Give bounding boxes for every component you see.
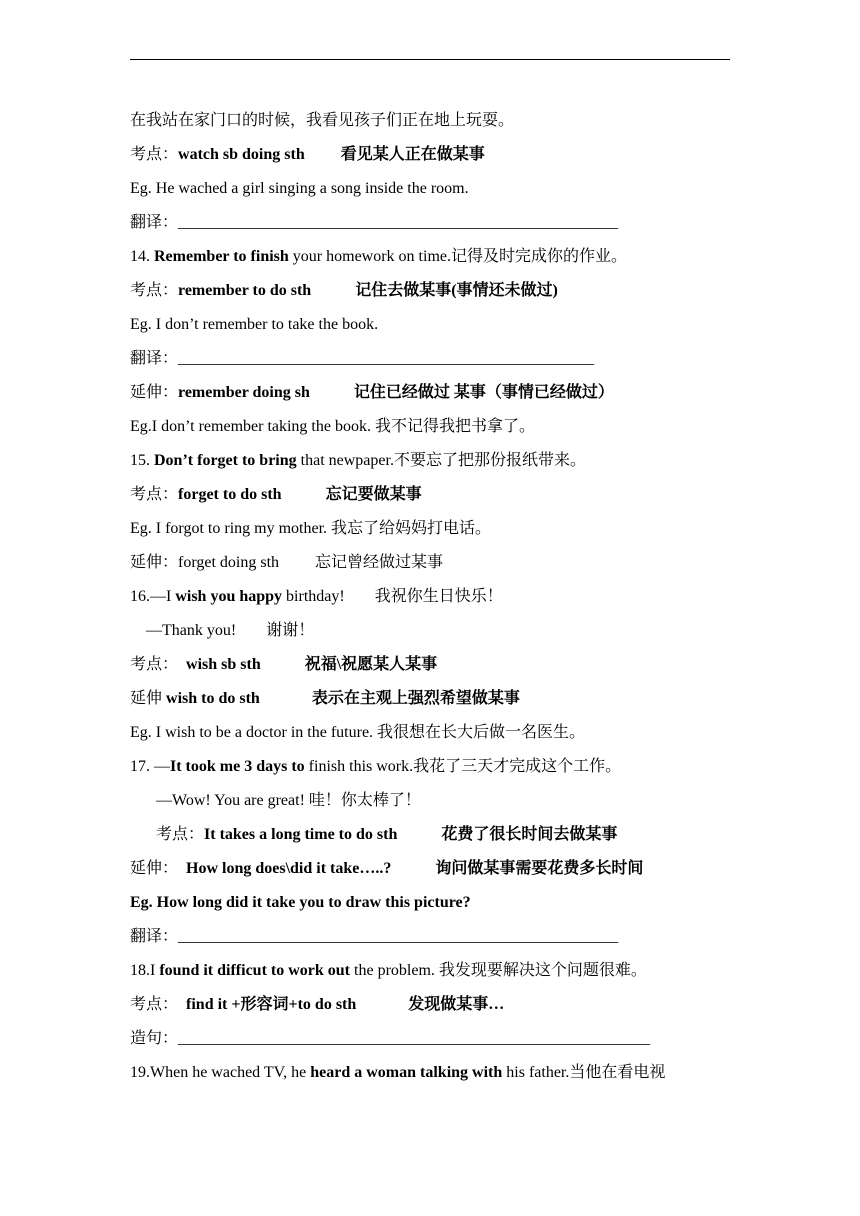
key-meaning: 询问做某事需要花费多长时间	[435, 860, 644, 877]
example-line: Eg. I wish to be a doctor in the future. 我很想在长大后做一名医生。	[130, 724, 586, 741]
answer-blank[interactable]: _______________________________________________________	[178, 214, 619, 231]
dialogue-line: —Wow! You are great! 哇！你太棒了！	[156, 792, 421, 809]
key-phrase: It takes a long time to do sth	[204, 826, 398, 843]
sentence-line: 在我站在家门口的时候，我看见孩子们正在地上玩耍。	[130, 112, 515, 129]
key-phrase: remember doing sh	[178, 384, 310, 401]
dialogue-line: —Thank you! 谢谢！	[146, 622, 315, 639]
key-meaning: 记住去做某事(事情还未做过)	[355, 282, 558, 299]
key-meaning: 表示在主观上强烈希望做某事	[311, 690, 520, 707]
key-phrase: find it +形容词+to do sth	[186, 996, 357, 1013]
key-point-line: 考点： find it +形容词+to do sth 发现做某事…	[130, 996, 505, 1013]
sentence-making-line: 造句：___________________________________________________________	[130, 1027, 740, 1061]
answer-blank[interactable]: ___________________________________________________________	[178, 1030, 651, 1047]
key-phrase: forget to do sth	[178, 486, 282, 503]
key-phrase: found it difficut to work out	[159, 962, 351, 979]
sentence-line: 14. Remember to finish your homework on time.记得及时完成你的作业。	[130, 248, 627, 265]
key-phrase: Don’t forget to bring	[154, 452, 297, 469]
sentence-line: 15. Don’t forget to bring that newpaper.不要忘了把那份报纸带来。	[130, 452, 586, 469]
key-phrase: Remember to finish	[154, 248, 289, 265]
example-line: Eg. How long did it take you to draw this picture?	[130, 894, 471, 911]
sentence-line: 19.When he wached TV, he heard a woman talking with his father.当他在看电视	[130, 1064, 666, 1081]
answer-blank[interactable]: ____________________________________________________	[178, 350, 595, 367]
sentence-line: 18.I found it difficut to work out the problem. 我发现要解决这个问题很难。	[130, 962, 647, 979]
key-meaning: 发现做某事…	[408, 996, 505, 1013]
dialogue-line: 16.—I wish you happy birthday! 我祝你生日快乐！	[130, 588, 503, 605]
key-phrase: heard a woman talking with	[310, 1064, 503, 1081]
key-meaning: 祝福\祝愿某人某事	[304, 656, 438, 673]
worksheet-body	[130, 109, 740, 1095]
extension-line: 延伸：remember doing sh 记住已经做过 某事（事情已经做过）	[130, 384, 614, 401]
header-rule	[130, 59, 730, 60]
key-meaning: 花费了很长时间去做某事	[441, 826, 618, 843]
dialogue-line: 17. —It took me 3 days to finish this work.我花了三天才完成这个工作。	[130, 758, 622, 775]
key-point-line: 考点：watch sb doing sth 看见某人正在做某事	[130, 146, 485, 163]
key-meaning: 忘记要做某事	[325, 486, 422, 503]
key-phrase: How long does\did it take…..?	[186, 860, 392, 877]
key-phrase: watch sb doing sth	[178, 146, 305, 163]
key-meaning: 记住已经做过 某事（事情已经做过）	[353, 384, 614, 401]
example-line: Eg. I don’t remember to take the book.	[130, 316, 379, 333]
key-phrase: It took me 3 days to	[170, 758, 305, 775]
key-phrase: wish to do sth	[166, 690, 260, 707]
translation-line: 翻译：_______________________________________________________	[130, 925, 740, 959]
key-point-line: 考点：forget to do sth 忘记要做某事	[130, 486, 422, 503]
key-point-line: 考点： wish sb sth 祝福\祝愿某人某事	[130, 656, 438, 673]
translation-line: 翻译：____________________________________________________	[130, 347, 740, 381]
key-phrase: wish you happy	[175, 588, 283, 605]
key-meaning: 看见某人正在做某事	[340, 146, 485, 163]
key-point-line: 考点：remember to do sth 记住去做某事(事情还未做过)	[130, 282, 558, 299]
key-phrase: remember to do sth	[178, 282, 312, 299]
key-phrase: wish sb sth	[186, 656, 261, 673]
extension-line: 延伸： How long does\did it take…..? 询问做某事需要花费多长时间	[130, 860, 644, 877]
extension-line: 延伸：forget doing sth 忘记曾经做过某事	[130, 554, 444, 571]
example-line: Eg.I don’t remember taking the book. 我不记得我把书拿了。	[130, 418, 535, 435]
answer-blank[interactable]: _______________________________________________________	[178, 928, 619, 945]
key-point-line: 考点：It takes a long time to do sth 花费了很长时间去做某事	[156, 826, 618, 843]
translation-line: 翻译：_______________________________________________________	[130, 211, 740, 245]
example-line: Eg. He wached a girl singing a song inside the room.	[130, 180, 469, 197]
extension-line: 延伸 wish to do sth 表示在主观上强烈希望做某事	[130, 690, 520, 707]
example-line: Eg. I forgot to ring my mother. 我忘了给妈妈打电话。	[130, 520, 492, 537]
